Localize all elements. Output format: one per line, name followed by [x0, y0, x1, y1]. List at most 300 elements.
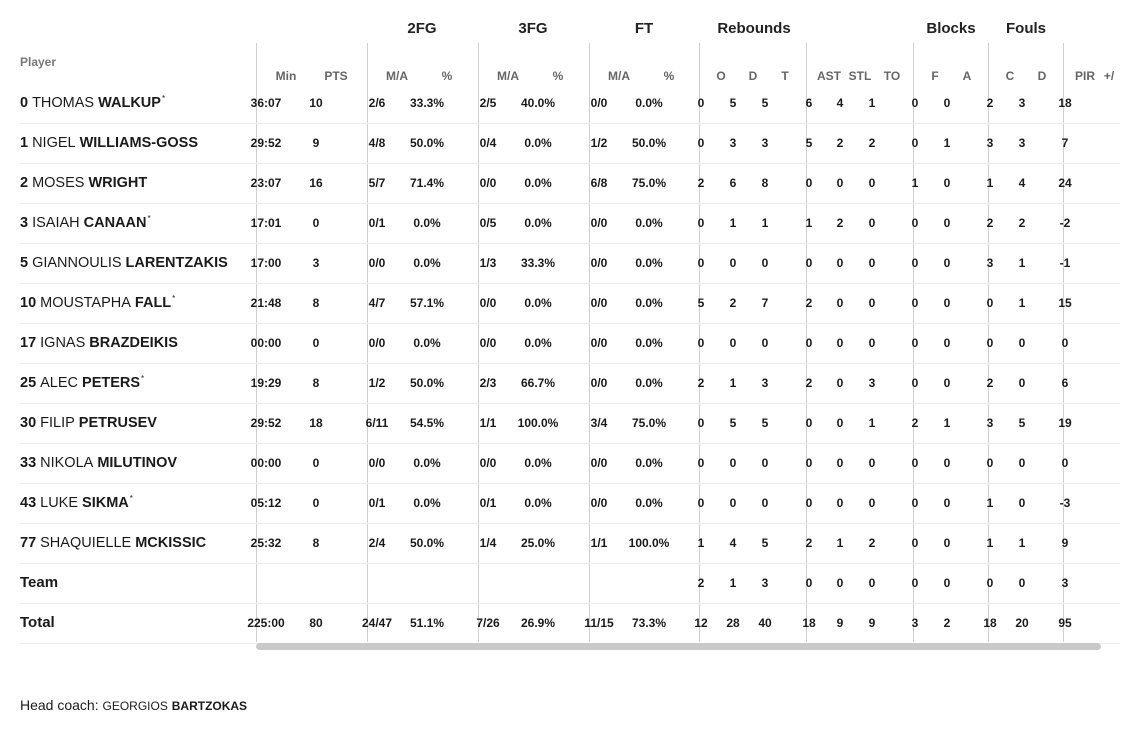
stat-o: 0 — [697, 456, 705, 470]
stat-ft-ma: 0/0 — [590, 376, 608, 390]
table-row — [20, 443, 1120, 484]
stat-ft-pct: 0.0% — [635, 336, 663, 350]
stat-f: 1 — [911, 176, 919, 190]
player-number: 3 — [20, 215, 29, 231]
player-number: 5 — [20, 255, 29, 271]
stat-o: 2 — [697, 176, 705, 190]
player-first-name: FILIP — [40, 415, 75, 431]
stat-fg3-ma: 0/0 — [479, 296, 497, 310]
total-row — [20, 603, 1120, 644]
stat-c: 1 — [986, 536, 994, 550]
stat-c: 1 — [986, 496, 994, 510]
stat-ft-ma — [574, 563, 624, 603]
stat-pts: 9 — [312, 136, 320, 150]
player-last-name: LARENTZAKIS — [125, 255, 228, 271]
stat-c: 3 — [986, 416, 994, 430]
player-first-name: SHAQUIELLE — [40, 535, 132, 551]
column-2fg-ma: M/A — [386, 69, 408, 83]
stat-pir: 6 — [1061, 376, 1069, 390]
stat-o: 0 — [697, 336, 705, 350]
stat-a: 0 — [943, 456, 951, 470]
player-first-name: ALEC — [40, 375, 79, 391]
stat-d: 1 — [729, 576, 737, 590]
stat-min: 36:07 — [250, 96, 282, 110]
column-ft-ma: M/A — [608, 69, 630, 83]
column-pir: PIR — [1074, 69, 1095, 83]
stat-fg3-ma: 2/3 — [479, 376, 497, 390]
stat-stl: 0 — [836, 336, 844, 350]
column-pts: PTS — [324, 69, 348, 83]
stat-to: 0 — [868, 456, 876, 470]
stat-fg3-ma: 0/0 — [479, 456, 497, 470]
stat-f: 0 — [911, 336, 919, 350]
stat-fg3-pct: 0.0% — [524, 296, 552, 310]
stat-min: 29:52 — [250, 416, 282, 430]
stat-fg3-pct: 0.0% — [524, 336, 552, 350]
stat-fg2-ma: 6/11 — [365, 416, 389, 430]
head-coach-last-name: BARTZOKAS — [171, 699, 248, 713]
stat-fg2-pct: 50.0% — [409, 136, 445, 150]
stat-c: 3 — [986, 136, 994, 150]
stat-fg2-pct: 51.1% — [409, 616, 445, 630]
stat-ft-ma: 0/0 — [590, 96, 608, 110]
stat-ast: 0 — [805, 496, 813, 510]
player-name[interactable] — [20, 323, 179, 363]
player-name[interactable] — [20, 123, 199, 163]
stat-stl: 9 — [836, 616, 844, 630]
column-blk-a: A — [962, 69, 972, 83]
stat-fg3-pct: 66.7% — [520, 376, 556, 390]
stat-fg2-pct: 50.0% — [409, 376, 445, 390]
stat-pir: 9 — [1061, 536, 1069, 550]
table-row — [20, 123, 1120, 164]
column-min: Min — [275, 69, 297, 83]
stat-fg3-ma: 1/1 — [479, 416, 497, 430]
stat-c: 1 — [986, 176, 994, 190]
team-row — [20, 563, 1120, 604]
stat-fg3-pct: 100.0% — [517, 416, 559, 430]
player-last-name: FALL — [134, 295, 172, 311]
player-last-name: SIKMA — [82, 495, 129, 511]
stat-to: 1 — [868, 416, 876, 430]
player-name[interactable] — [20, 203, 151, 243]
stat-pir: 15 — [1058, 296, 1072, 310]
player-first-name: GIANNOULIS — [32, 255, 122, 271]
stat-d: 0 — [729, 496, 737, 510]
table-row — [20, 483, 1120, 524]
stat-fg2-ma: 2/4 — [368, 536, 386, 550]
stat-fg2-ma — [352, 563, 402, 603]
stat-d: 0 — [729, 256, 737, 270]
stat-fd: 2 — [1018, 216, 1026, 230]
stat-stl: 2 — [836, 216, 844, 230]
stat-ast: 0 — [805, 416, 813, 430]
stat-fd: 5 — [1018, 416, 1026, 430]
stat-ast: 0 — [805, 576, 813, 590]
stat-stl: 0 — [836, 256, 844, 270]
player-first-name: MOSES — [32, 175, 85, 191]
stat-pts — [291, 563, 341, 603]
stat-d: 1 — [729, 216, 737, 230]
stat-to: 0 — [868, 216, 876, 230]
table-row — [20, 163, 1120, 204]
stat-fd: 3 — [1018, 136, 1026, 150]
stat-ft-ma: 3/4 — [590, 416, 608, 430]
player-first-name: IGNAS — [40, 335, 86, 351]
column-reb-t: T — [781, 69, 789, 83]
stat-f: 0 — [911, 536, 919, 550]
table-row — [20, 83, 1120, 124]
stat-f: 0 — [911, 136, 919, 150]
stat-fg2-pct: 0.0% — [413, 496, 441, 510]
stat-ft-ma: 1/1 — [590, 536, 608, 550]
stat-o: 0 — [697, 96, 705, 110]
column-3fg-ma: M/A — [497, 69, 519, 83]
stat-stl: 0 — [836, 576, 844, 590]
stat-stl: 1 — [836, 536, 844, 550]
stat-fd: 0 — [1018, 576, 1026, 590]
stat-to: 2 — [868, 536, 876, 550]
table-row — [20, 323, 1120, 364]
stat-pts: 0 — [312, 496, 320, 510]
column-ft-pct: % — [663, 69, 675, 83]
stat-ast: 0 — [805, 336, 813, 350]
column-3fg-pct: % — [552, 69, 564, 83]
stat-ast: 18 — [802, 616, 816, 630]
player-name[interactable] — [20, 363, 144, 403]
stat-c: 18 — [983, 616, 997, 630]
stat-to: 0 — [868, 256, 876, 270]
player-name[interactable] — [20, 523, 207, 563]
stat-o: 2 — [697, 376, 705, 390]
stat-o: 1 — [697, 536, 705, 550]
stat-ast: 0 — [805, 456, 813, 470]
stat-t: 8 — [761, 176, 769, 190]
stat-c: 3 — [986, 256, 994, 270]
stat-fg2-ma: 4/8 — [368, 136, 386, 150]
stat-to: 9 — [868, 616, 876, 630]
stat-a: 0 — [943, 336, 951, 350]
stat-f: 3 — [911, 616, 919, 630]
stat-min: 25:32 — [250, 536, 282, 550]
stat-t: 3 — [761, 376, 769, 390]
player-name[interactable] — [20, 243, 229, 283]
stat-t: 3 — [761, 136, 769, 150]
stat-t: 7 — [761, 296, 769, 310]
stat-to: 3 — [868, 376, 876, 390]
stat-a: 1 — [943, 136, 951, 150]
stat-fg3-ma: 0/0 — [479, 336, 497, 350]
head-coach-first-name: GEORGIOS — [102, 699, 168, 713]
table-row — [20, 403, 1120, 444]
stat-f: 0 — [911, 296, 919, 310]
starter-marker: * — [141, 374, 145, 383]
stat-ast: 1 — [805, 216, 813, 230]
stat-pts: 8 — [312, 296, 320, 310]
stat-fd: 1 — [1018, 256, 1026, 270]
stat-pts: 8 — [312, 536, 320, 550]
stat-fg2-ma: 5/7 — [368, 176, 386, 190]
stat-fg3-ma: 0/4 — [479, 136, 497, 150]
player-last-name: WALKUP — [98, 95, 161, 111]
stat-fg3-pct: 0.0% — [524, 216, 552, 230]
player-name[interactable] — [20, 283, 175, 323]
stat-fd: 20 — [1015, 616, 1029, 630]
stat-ast: 0 — [805, 256, 813, 270]
stat-stl: 0 — [836, 176, 844, 190]
column-reb-o: O — [716, 69, 726, 83]
stat-ft-ma: 1/2 — [590, 136, 608, 150]
starter-marker: * — [172, 294, 176, 303]
group-rebounds: Rebounds — [717, 20, 791, 37]
stat-c: 2 — [986, 376, 994, 390]
stat-min — [241, 563, 291, 603]
stat-stl: 0 — [836, 496, 844, 510]
stat-min: 00:00 — [250, 336, 282, 350]
stat-t: 0 — [761, 456, 769, 470]
stat-fg2-pct: 71.4% — [409, 176, 445, 190]
stat-c: 0 — [986, 296, 994, 310]
player-name[interactable] — [20, 443, 178, 483]
stat-f: 0 — [911, 576, 919, 590]
column-reb-d: D — [748, 69, 758, 83]
stat-fg2-ma: 1/2 — [368, 376, 386, 390]
player-number: 43 — [20, 495, 37, 511]
stat-t: 1 — [761, 216, 769, 230]
player-last-name: PETRUSEV — [78, 415, 157, 431]
player-number: 0 — [20, 95, 29, 111]
column-2fg-pct: % — [441, 69, 453, 83]
stat-d: 5 — [729, 96, 737, 110]
stat-fg3-pct: 0.0% — [524, 176, 552, 190]
stat-o: 0 — [697, 496, 705, 510]
player-first-name: NIKOLA — [40, 455, 94, 471]
column-blk-f: F — [931, 69, 939, 83]
stat-to: 0 — [868, 336, 876, 350]
stat-c: 0 — [986, 456, 994, 470]
stat-fg2-pct: 57.1% — [409, 296, 445, 310]
stat-c: 2 — [986, 96, 994, 110]
stat-pir: -2 — [1059, 216, 1071, 230]
stat-d: 1 — [729, 376, 737, 390]
stat-c: 0 — [986, 336, 994, 350]
stat-stl: 4 — [836, 96, 844, 110]
group-3fg: 3FG — [518, 20, 548, 37]
stat-c: 2 — [986, 216, 994, 230]
stat-ft-ma: 0/0 — [590, 296, 608, 310]
player-number: 1 — [20, 135, 29, 151]
stat-ft-ma: 0/0 — [590, 216, 608, 230]
stat-fg3-ma: 7/26 — [476, 616, 500, 630]
player-last-name: BRAZDEIKIS — [89, 335, 178, 351]
stat-ast: 2 — [805, 536, 813, 550]
table-row — [20, 363, 1120, 404]
stat-fd: 0 — [1018, 376, 1026, 390]
stat-pts: 0 — [312, 216, 320, 230]
stat-o: 12 — [694, 616, 708, 630]
stat-a: 0 — [943, 216, 951, 230]
column-ast: AST — [817, 69, 841, 83]
stat-fg2-ma: 2/6 — [368, 96, 386, 110]
stat-a: 0 — [943, 96, 951, 110]
stat-o: 5 — [697, 296, 705, 310]
stat-fg3-ma: 1/4 — [479, 536, 497, 550]
stat-fg3-pct — [513, 563, 563, 603]
stat-ft-pct: 0.0% — [635, 96, 663, 110]
stat-o: 0 — [697, 136, 705, 150]
stat-pts: 10 — [309, 96, 323, 110]
stat-fg3-ma: 2/5 — [479, 96, 497, 110]
player-first-name: NIGEL — [32, 135, 76, 151]
player-name[interactable] — [20, 163, 148, 203]
player-first-name: ISAIAH — [32, 215, 80, 231]
player-number: 25 — [20, 375, 37, 391]
stat-d: 5 — [729, 416, 737, 430]
stat-ast: 0 — [805, 176, 813, 190]
stat-fd: 0 — [1018, 456, 1026, 470]
stat-ft-pct: 0.0% — [635, 256, 663, 270]
stat-ft-pct: 0.0% — [635, 376, 663, 390]
stat-fg3-ma — [463, 563, 513, 603]
stat-pir: 95 — [1058, 616, 1072, 630]
stat-c: 0 — [986, 576, 994, 590]
player-number: 33 — [20, 455, 37, 471]
player-last-name: CANAAN — [83, 215, 147, 231]
stat-pts: 16 — [309, 176, 323, 190]
stat-ft-ma: 6/8 — [590, 176, 608, 190]
stat-pir: 0 — [1061, 336, 1069, 350]
horizontal-scrollbar[interactable] — [256, 643, 1101, 650]
stat-ft-pct: 0.0% — [635, 496, 663, 510]
player-last-name: PETERS — [82, 375, 141, 391]
stat-t: 5 — [761, 416, 769, 430]
table-row — [20, 243, 1120, 284]
starter-marker: * — [147, 214, 151, 223]
stat-f: 0 — [911, 216, 919, 230]
stat-fd: 1 — [1018, 536, 1026, 550]
stat-fg2-ma: 4/7 — [368, 296, 386, 310]
stat-min: 17:01 — [250, 216, 282, 230]
stat-pir: -3 — [1059, 496, 1071, 510]
player-name[interactable] — [20, 483, 133, 523]
stat-min: 21:48 — [250, 296, 282, 310]
stat-d: 6 — [729, 176, 737, 190]
column-fouls-d: D — [1037, 69, 1047, 83]
stat-fg2-pct: 0.0% — [413, 216, 441, 230]
column-stl: STL — [848, 69, 872, 83]
stat-ft-ma: 0/0 — [590, 456, 608, 470]
group-blocks: Blocks — [926, 20, 976, 37]
stat-d: 28 — [726, 616, 740, 630]
stat-a: 0 — [943, 176, 951, 190]
stat-to: 0 — [868, 496, 876, 510]
stat-fg3-pct: 0.0% — [524, 496, 552, 510]
stat-pts: 0 — [312, 456, 320, 470]
stat-a: 1 — [943, 416, 951, 430]
player-number: 30 — [20, 415, 37, 431]
stat-fg2-ma: 0/0 — [368, 456, 386, 470]
stat-ft-pct: 75.0% — [631, 416, 667, 430]
group-2fg: 2FG — [407, 20, 437, 37]
player-first-name: THOMAS — [32, 95, 95, 111]
stat-to: 1 — [868, 96, 876, 110]
column-fouls-c: C — [1005, 69, 1015, 83]
stat-pir: 18 — [1058, 96, 1072, 110]
stat-o: 0 — [697, 416, 705, 430]
column-plus-minus: +/ — [1103, 69, 1115, 83]
stat-pts: 18 — [309, 416, 323, 430]
stat-fg2-pct: 54.5% — [409, 416, 445, 430]
stat-to: 0 — [868, 176, 876, 190]
player-number: 10 — [20, 295, 37, 311]
stat-min: 29:52 — [250, 136, 282, 150]
stat-fg2-pct — [402, 563, 452, 603]
stat-a: 0 — [943, 296, 951, 310]
stat-f: 0 — [911, 456, 919, 470]
player-last-name: WRIGHT — [88, 175, 148, 191]
stat-min: 05:12 — [250, 496, 282, 510]
table-row — [20, 203, 1120, 244]
stat-stl: 0 — [836, 416, 844, 430]
stat-ast: 6 — [805, 96, 813, 110]
stat-fd: 3 — [1018, 96, 1026, 110]
stat-ft-pct: 50.0% — [631, 136, 667, 150]
stat-f: 0 — [911, 256, 919, 270]
stat-pts: 8 — [312, 376, 320, 390]
stat-ast: 2 — [805, 296, 813, 310]
stat-to: 2 — [868, 136, 876, 150]
stat-f: 0 — [911, 376, 919, 390]
stat-pir: 19 — [1058, 416, 1072, 430]
player-name[interactable] — [20, 403, 158, 443]
starter-marker: * — [129, 494, 133, 503]
stat-pts: 3 — [312, 256, 320, 270]
stat-stl: 2 — [836, 136, 844, 150]
group-fouls: Fouls — [1006, 20, 1046, 37]
stat-to: 0 — [868, 576, 876, 590]
stat-ast: 5 — [805, 136, 813, 150]
stat-pir: -1 — [1059, 256, 1071, 270]
stat-min: 23:07 — [250, 176, 282, 190]
head-coach — [20, 697, 247, 713]
stat-fg2-ma: 24/47 — [361, 616, 393, 630]
stat-t: 5 — [761, 96, 769, 110]
player-last-name: MCKISSIC — [135, 535, 207, 551]
stat-pir: 3 — [1061, 576, 1069, 590]
player-name[interactable] — [20, 83, 165, 123]
stat-ft-pct: 0.0% — [635, 296, 663, 310]
stat-a: 0 — [943, 536, 951, 550]
stat-f: 0 — [911, 96, 919, 110]
stat-ft-pct — [624, 563, 674, 603]
stat-f: 2 — [911, 416, 919, 430]
player-first-name: LUKE — [40, 495, 79, 511]
stat-o: 0 — [697, 256, 705, 270]
stat-fg2-ma: 0/0 — [368, 256, 386, 270]
stat-fg2-pct: 0.0% — [413, 336, 441, 350]
stat-ft-ma: 0/0 — [590, 336, 608, 350]
stat-fg2-pct: 50.0% — [409, 536, 445, 550]
stat-a: 2 — [943, 616, 951, 630]
stat-a: 0 — [943, 376, 951, 390]
stat-ft-pct: 73.3% — [631, 616, 667, 630]
stat-fg3-ma: 0/5 — [479, 216, 497, 230]
stat-fd: 0 — [1018, 336, 1026, 350]
stat-ft-pct: 75.0% — [631, 176, 667, 190]
team-label: Team — [20, 574, 59, 591]
stat-pir: 0 — [1061, 456, 1069, 470]
stat-min: 00:00 — [250, 456, 282, 470]
